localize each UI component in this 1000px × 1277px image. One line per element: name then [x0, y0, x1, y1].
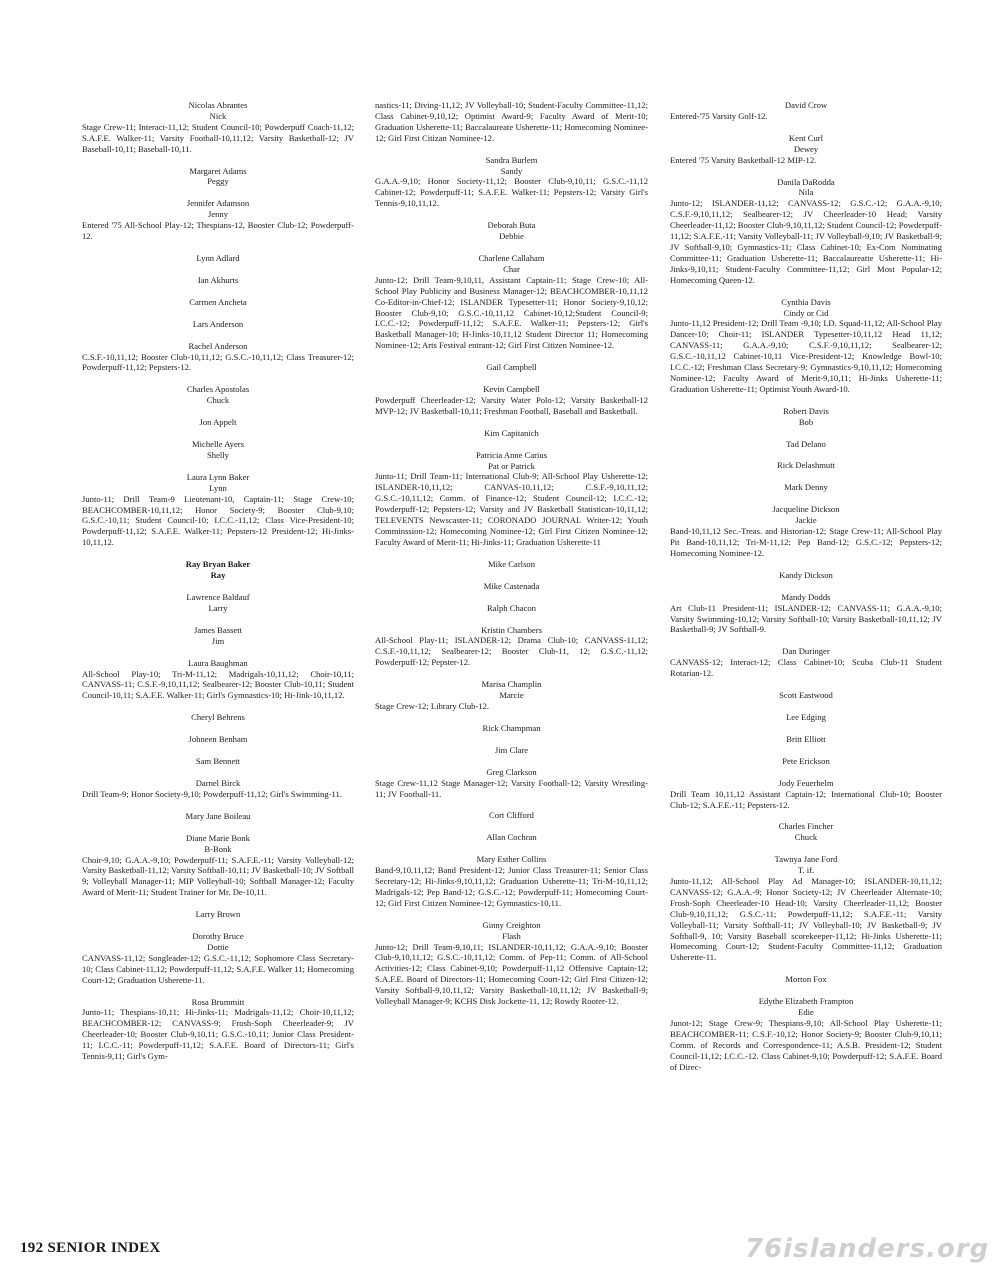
senior-name: Johneen Benham — [188, 734, 248, 745]
senior-name: Mary Jane Boileau — [185, 810, 251, 821]
senior-name: Danila DaRodda — [777, 176, 835, 187]
senior-name: Mark Denny — [784, 482, 828, 493]
senior-name: David Crow — [784, 100, 828, 110]
senior-entry — [670, 439, 942, 450]
senior-entry — [670, 646, 942, 679]
senior-nickname: Jenny — [207, 209, 229, 220]
senior-entry — [82, 756, 354, 767]
senior-name: Greg Clarkson — [486, 766, 537, 777]
senior-activities: All-School Play-11; ISLANDER-12; Drama Club-10; CANVASS-11,12; C.S.F.-10,11,12; Sealbearer-12; Booster Club-11, 12; G.S.C.-11,12; Powderpuff-12; Pepster-12. — [375, 635, 648, 668]
senior-name: Michelle Ayers — [192, 439, 244, 450]
senior-nickname: Jackie — [795, 515, 817, 526]
senior-name: Tawnya Jane Ford — [774, 854, 838, 865]
senior-activities: Junto-11,12; All-School Play Ad Manager-10; ISLANDER-10,11,12; CANVASS-12; G.A.A.-9; Honor Society-12; JV Cheerleader Alternate-10; Frosh-Soph Cheerleader-10 Head-10; Varsity Cheerleader-11,12; Booster Club-9,10,11,12; G.S.C.-11; Powderpuff-11,12; S.A.F.E.-11; Varsity Volleyball-11; Varsity Softball-11; JV Volleyball-10; JV Basketball-9; JV Softball-9, 10; Varsity Baseball scorekeeper-11,12; Hi-Jinks Usherette-11; Homecoming Court-12; Student-Faculty Committee-11,12; Graduation Usherette-11. — [670, 876, 942, 963]
senior-entry — [375, 581, 648, 592]
senior-entry — [375, 384, 648, 417]
senior-nickname: Marcie — [499, 690, 524, 701]
senior-nickname: Debbie — [499, 231, 524, 242]
senior-name: Lars Anderson — [192, 318, 244, 329]
senior-entry — [670, 177, 942, 286]
senior-entry — [670, 100, 942, 122]
senior-nickname: Dewey — [793, 143, 819, 154]
senior-activities: Stage Crew-12; Library Club-12. — [375, 700, 490, 711]
senior-entry — [670, 592, 942, 636]
senior-entry — [82, 734, 354, 745]
senior-activities: Junto-12; ISLANDER-11,12; CANVASS-12; G.S.C.-12; G.A.A.-9,10; C.S.F.-9,10,11,12; Sealbearer-12; JV Cheerleader-10 Head; Varsity Cheerleader-11,12; Booster Club-9,10,11,12; Student Council-12; Powderpuff-11,12; S.A.F.E.-11; Varsity Volleyball-11; JV Volleyball-9,10; JV Basketball-9; JV Softball-9,10; Gymnastics-11; Class Cabinet-10; Ex-Com Nominating Committee-11; Graduation Usherette-11; Baccalaureatte Usherette-11; Hi-Jinks-9,10,11; Student-Faculty Committee-11,12; Girl Most Popular-12; Homecoming Queen-12. — [670, 198, 942, 285]
senior-nickname: Flash — [502, 930, 521, 941]
senior-entry — [670, 406, 942, 428]
senior-nickname: Dottie — [207, 941, 229, 952]
senior-activities: Drill Team-9; Honor Society-9,10; Powderpuff-11,12; Girl's Swimming-11. — [82, 788, 342, 799]
senior-name: Lee Edging — [786, 711, 826, 722]
senior-entry — [82, 439, 354, 461]
senior-entry — [375, 253, 648, 351]
senior-nickname: Pat or Patrick — [488, 460, 535, 471]
senior-name: Ralph Chacon — [487, 602, 536, 613]
senior-entry — [82, 384, 354, 406]
senior-name: Cynthia Davis — [781, 296, 831, 307]
senior-name: Morton Fox — [785, 974, 827, 985]
senior-entry — [82, 559, 354, 581]
senior-name: Larry Brown — [195, 909, 241, 920]
senior-name: Deborah Buta — [487, 220, 536, 231]
senior-name: Kristin Chambers — [481, 624, 542, 635]
senior-name: Mary Esther Collins — [476, 854, 547, 865]
senior-name: Charles Apostolas — [186, 384, 250, 395]
senior-entry — [670, 460, 942, 471]
senior-entry — [670, 297, 942, 395]
senior-activities: Entered-'75 Varsity Golf-12. — [670, 110, 768, 121]
senior-nickname: Edie — [798, 1007, 814, 1018]
senior-entry — [375, 625, 648, 669]
senior-entry — [375, 854, 648, 909]
senior-entry — [82, 319, 354, 330]
senior-activities: All-School Play-10; Tri-M-11,12; Madrigals-10,11,12; Choir-10,11; CANVASS-11; C.S.F.-9,10,11,12; Sealbearer-12; Booster Club-10,11; Student Council-10,11; S.A.F.E. Walker-11; Girl's Gymnastics-10; Hi-Jink-10,11,12. — [82, 668, 354, 701]
senior-name: Jacqueline Dickson — [772, 504, 840, 515]
senior-nickname: Jim — [211, 635, 225, 646]
senior-entry — [82, 997, 354, 1062]
senior-activities: CANVASS-12; Interact-12; Class Cabinet-10; Scuba Club-11 Student Rotarian-12. — [670, 657, 942, 679]
senior-name: Darnel Birck — [195, 777, 241, 788]
senior-entry — [375, 745, 648, 756]
senior-entry — [375, 603, 648, 614]
senior-entry — [82, 778, 354, 800]
senior-entry — [670, 504, 942, 559]
senior-activities: Entered '75 All-School Play-12; Thespians-12, Booster Club-12; Powderpuff-12. — [82, 220, 354, 242]
senior-name: Tad Delano — [786, 438, 826, 449]
senior-entry — [82, 658, 354, 702]
senior-entry — [82, 909, 354, 920]
senior-entry — [670, 133, 942, 166]
senior-name: Scott Eastwood — [779, 690, 833, 701]
senior-entry — [82, 625, 354, 647]
senior-name: Robert Davis — [783, 405, 829, 416]
senior-entry — [82, 833, 354, 898]
senior-name: Jim Clare — [494, 744, 529, 755]
senior-name: Carmen Ancheta — [189, 296, 247, 307]
senior-entry — [375, 428, 648, 439]
senior-entry — [82, 472, 354, 548]
senior-activities: Band-10,11,12 Sec.-Treas. and Historian-12; Stage Crew-11; All-School Play Pit Band-10,11,12; Tri-M-11,12; Pep Band-12; G.S.C.-12; Pepsters-12; Homecoming Nominee-12. — [670, 526, 942, 558]
senior-entry — [375, 810, 648, 821]
senior-name: Margaret Adams — [189, 165, 247, 176]
senior-entry — [670, 974, 942, 985]
senior-entry — [82, 417, 354, 428]
senior-entry — [670, 821, 942, 843]
senior-entry — [670, 690, 942, 701]
senior-activities: Junto-11; Drill Team-9 Lieutenant-10, Captain-11; Stage Crew-10; BEACHCOMBER-10,11,12; Honor Society-9; Booster Club-9,10; G.S.C.-10,11; Student Council-10; I.C.C.-11,12; Class Vice-President-10; Powderpuff-11,12; S.A.F.E. Walker-11; Pepsters-12 President-12; Hi-Jinks-10,11,12. — [82, 493, 354, 548]
senior-name: Lawrence Baldauf — [186, 592, 250, 602]
senior-nickname: Cindy or Cid — [783, 307, 829, 318]
senior-activities: nastics-11; Diving-11,12; JV Volleyball-10; Student-Faculty Committee-11,12; Class Cabinet-9,10,12; Optimist Award-9; Faculty Award of Merit-10; Graduation Usherette-11; Baccalaureate Usherette-11; Homecoming Nominee-12; Girl First Citizan Nominee-12. — [375, 100, 648, 143]
senior-entry — [82, 811, 354, 822]
senior-name: Pete Erickson — [782, 755, 830, 766]
senior-entry — [670, 712, 942, 723]
senior-entry — [375, 920, 648, 1007]
senior-name: Ginny Creighton — [482, 919, 541, 930]
senior-name: Britt Elliott — [786, 733, 826, 744]
senior-name: Dan Duringer — [782, 646, 830, 657]
senior-entry — [82, 297, 354, 308]
senior-activities: Junto-12; Drill Team-9,10,11; ISLANDER-10,11,12; G.A.A.-9,10; Booster Club-9,10,11,12; G.S.C.-10,11,12; Comm. of Pep-11; Comm. of All-School Activities-12; Class Cabinet-9,10; Powderpuff-11,12 Offensive Captain-12; S.A.F.E. Board of Directors-11; Homecoming Court-12; Girl First Citizen-12; Varsity Softball-9,10,11,12; Varsity Basketball-10,11,12; JV Basketball-9; Volleyball Manager-9; KCHS Disk Jockette-11, 12; Rowdy Rooter-12. — [375, 941, 648, 1007]
index-column-1 — [82, 100, 354, 1073]
senior-name: Jennifer Adamson — [186, 198, 250, 209]
senior-name: Rachel Anderson — [188, 340, 248, 351]
senior-activities: Entered '75 Varsity Basketball-12 MIP-12. — [670, 154, 817, 165]
senior-name: Kandy Dickson — [779, 569, 833, 580]
senior-name: Mandy Dodds — [781, 591, 831, 602]
senior-activities: Stage Crew-11,12 Stage Manager-12; Varsity Football-12; Varsity Wrestling-11; JV Football-11. — [375, 777, 648, 799]
senior-nickname: Peggy — [207, 176, 229, 187]
senior-name: Charles Fincher — [778, 821, 834, 832]
senior-nickname: Ray — [210, 570, 226, 581]
senior-activities: Art Club-11 President-11; ISLANDER-12; CANVASS-11; G.A.A.-9,10; Varsity Swimming-10,12; Varsity Softball-10; Varsity Basketball-10,11,12; JV Basketball-9; JV Softball-9. — [670, 602, 942, 635]
senior-name: Gail Campbell — [486, 362, 537, 373]
senior-name: Rick Champman — [482, 722, 541, 733]
senior-entry — [82, 712, 354, 723]
senior-entry — [375, 559, 648, 570]
senior-entry — [670, 996, 942, 1072]
senior-name: Ray Bryan Baker — [185, 559, 251, 570]
senior-name: Allan Cochran — [486, 832, 537, 843]
senior-name: Kim Capitanich — [484, 427, 539, 438]
senior-entry — [82, 592, 354, 614]
senior-nickname: Chuck — [206, 395, 230, 406]
senior-entry — [82, 166, 354, 188]
senior-nickname: Chuck — [794, 832, 818, 843]
senior-nickname: T. if. — [797, 865, 815, 876]
senior-entry — [375, 220, 648, 242]
senior-entry — [82, 253, 354, 264]
senior-entry — [375, 832, 648, 843]
senior-name: James Bassett — [194, 624, 242, 635]
senior-entry — [375, 767, 648, 800]
senior-activities: Stage Crew-11; Interact-11,12; Student Council-10; Powderpuff Coach-11,12; S.A.F.E. Walker-11; Varsity Football-10,11,12; Varsity Basketball-12; JV Baseball-10,11; Baseball-10,11. — [82, 121, 354, 154]
senior-nickname: Larry — [208, 602, 228, 613]
senior-name: Jody Feuerhelm — [778, 777, 834, 788]
senior-entry — [670, 734, 942, 745]
senior-name: Laura Baughman — [188, 657, 248, 668]
senior-entry — [670, 778, 942, 811]
senior-name: Charlene Callaham — [478, 252, 545, 263]
senior-nickname: Nila — [798, 187, 814, 198]
senior-nickname: Sandy — [500, 165, 523, 176]
senior-name: Mike Carlson — [487, 558, 536, 569]
senior-entry — [375, 362, 648, 373]
senior-nickname: Lynn — [209, 482, 227, 493]
senior-name: Nicolas Abrantes — [188, 100, 248, 110]
senior-entry — [82, 100, 354, 155]
senior-entry — [375, 155, 648, 210]
senior-nickname: Char — [503, 263, 520, 274]
watermark: 76islanders.org — [745, 1234, 990, 1264]
senior-name: Rick Delashmutt — [777, 460, 835, 471]
senior-entry — [82, 341, 354, 374]
senior-entry — [82, 198, 354, 242]
senior-name: Laura Lynn Baker — [186, 471, 250, 482]
senior-nickname: Bob — [798, 416, 814, 427]
senior-name: Lynn Adlard — [196, 252, 240, 263]
senior-name: Marisa Champlin — [481, 679, 542, 690]
senior-activities: Junot-12; Stage Crew-9; Thespians-9,10; All-School Play Usherette-11; BEACHCOMBER-11; C.S.F.-10,12; Honor Society-9; Booster Club-9,10,11; Comm. of Records and Correspondence-11; A.S.B. President-12; Student Council-11,12; I.C.C.-12. Class Cabinet-9,10; Powderpuff-12; S.A.F.E. Board of Direc- — [670, 1018, 942, 1072]
senior-name: Patricia Anne Carius — [475, 449, 548, 460]
senior-entry — [375, 723, 648, 734]
senior-entry — [670, 854, 942, 963]
senior-name: Ian Akhurts — [197, 274, 239, 285]
senior-entry — [375, 450, 648, 548]
senior-activities: Choir-9,10; G.A.A.-9,10; Powderpuff-11; S.A.F.E.-11; Varsity Volleyball-12; Varsity Basketball-11,12; Varsity Softball-10,11; JV Basketball-10; JV Softball 9; Volleyball Manager-11; MIP Volleyball-10; Softball Manager-12; Faculty Award of Merit-11; Student Trainer for Mr. De-10,11. — [82, 854, 354, 898]
senior-entry — [375, 100, 648, 144]
senior-name: Kevin Campbell — [483, 384, 540, 395]
senior-activities: Band-9,10,11,12; Band President-12; Junior Class Treasurer-11; Senior Class Secretary-12; Hi-Jinks-9,10,11,12; Graduation Usherette-11; Tri-M-10,11,12; Madrigals-12; Pep Band-12; G.S.C.-12; Powderpuff-11; Homecoming Court-12; Girl First Citizen Nominee-12; Gymnastics-10,11. — [375, 865, 648, 908]
senior-name: Jon Appelt — [199, 417, 237, 428]
senior-activities: CANVASS-11,12; Songleader-12; G.S.C.-11,12; Sophomore Class Secretary-10; Class Cabinet-11,12; Powderpuff-11,12; S.A.F.E. Walker 11; Homecoming Court-12; Graduation Usherette-11. — [82, 952, 354, 985]
senior-nickname: B-Bonk — [204, 843, 232, 854]
senior-name: Dorothy Bruce — [192, 931, 244, 942]
senior-name: Sandra Burlem — [485, 154, 538, 165]
senior-name: Sam Bennett — [195, 756, 241, 767]
senior-entry — [670, 570, 942, 581]
senior-entry — [670, 756, 942, 767]
senior-name: Cheryl Behrens — [191, 712, 245, 723]
senior-name: Cort Clifford — [489, 810, 534, 821]
senior-entry — [82, 275, 354, 286]
senior-name: Kent Curl — [788, 132, 824, 143]
senior-activities: G.A.A.-9,10; Honor Society-11,12; Booster Club-9,10,11; G.S.C.-11,12 Cabinet-12; Powderpuff-11; S.A.F.E. Walker-11; Pepsters-12; Varsity Girl's Tennis-9,10,11,12. — [375, 176, 648, 209]
senior-name: Diane Marie Bonk — [186, 832, 250, 843]
senior-activities: Junto-11; Drill Team-11; International Club-9; All-School Play Usherette-12; ISLANDER-10,11,12; CANVAS-10,11,12; C.S.F.-9,10,11,12; G.S.C.-10,11,12; Comm. of Finance-12; Student Council-12; I.C.C.-12; Powderpuff-12; Pepsters-12; Varsity and JV Basketball Statistican-10,11,12; TELEVENTS Newscaster-11; CORONADO JOURNAL Writer-12; Youth Comminssion-12; Homecoming Nominee-12; Girl First Citizen Nominee-12; Faculty Award of Merit-11; Hi-Jinks-11; Graduation Usherette-11 — [375, 471, 648, 547]
senior-activities: Junto-11; Thespians-10,11; Hi-Jinks-11; Madrigals-11,12; Choir-10,11,12; BEACHCOMBER-12; CANVASS-9; Frosh-Soph Cheerleader-9; JV Cheerleader-10; Booster Club-9,10,11; G.S.C.-10,11; Junior Class President-11; I.C.C.-11; Powderpuff-11,12; S.A.F.E. Board of Directors-11; Girl's Tennis-9,11; Girl's Gym- — [82, 1007, 354, 1062]
senior-entry — [670, 482, 942, 493]
senior-activities: Drill Team 10,11,12 Assistant Captain-12; International Club-10; Booster Club-12; S.A.F.E.-11; Pepsters-12. — [670, 788, 942, 810]
senior-activities: Powderpuff Cheerleader-12; Varsity Water Polo-12; Varsity Basketball-12 MVP-12; JV Basketball-10,11; Freshman Football, Baseball and Basketball. — [375, 394, 648, 416]
senior-activities: C.S.F.-10,11,12; Booster Club-10,11,12; G.S.C.-10,11,12; Class Treasurer-12; Powderpuff-11,12; Pepsters-12. — [82, 351, 354, 373]
senior-entry — [375, 679, 648, 712]
senior-activities: Junto-12; Drill Team-9,10,11, Assistant Captain-11; Stage Crew-10; All-School Play Publicity and Business Manager-12; BEACHCOMBER-10,11,12 Co-Editor-in-Chief-12; ISLANDER Typesetter-11; Honor Society-9,10,12; Booster Club-9,10; G.S.C.-10,11,12 Cabinet-10,12;Student Council-9; I.C.C.-12; Powderpuff-11,12; S.A.F.E. Walker-11; Pepsters-12; Girl's Basketball Manager-10; H-Jinks-10,11,12 Student Director 11; Homecoming Nominee-12; Arts Festival entrant-12; Girl First Citizen Nominee-12. — [375, 274, 648, 351]
senior-activities: Junto-11,12 President-12; Drill Team -9,10; I.D. Squad-11,12; All-School Play Dancer-10; Choir-11; ISLANDER Typesetter-10,11,12 Head 11,12; CANVASS-11; G.A.A.-9,10; C.S.F.-9,10,11,12; Sealbearer-12; G.S.C.-10,11,12 Cabinet-10,11 Vice-President-12; Knowledge Bowl-10; I.C.C.-12; Freshman Class Secretary-9; Gymnastics-9,10,11,12; Homecoming Nominee-12; Faculty Award of Merit-9,10,11; Hi-Jinks Usherette-11; Graduation Usherette-11; Optimist Youth Award-10. — [670, 318, 942, 394]
index-column-3 — [670, 100, 942, 1084]
senior-name: Mike Castenada — [483, 580, 540, 591]
page-footer: 192 SENIOR INDEX — [20, 1240, 161, 1256]
index-column-2 — [375, 100, 648, 1018]
senior-name: Edythe Elizabeth Frampton — [758, 996, 854, 1007]
senior-name: Rosa Brummitt — [191, 996, 245, 1007]
senior-nickname: Shelly — [207, 449, 229, 460]
senior-nickname: Nick — [209, 110, 227, 121]
senior-entry — [82, 931, 354, 986]
